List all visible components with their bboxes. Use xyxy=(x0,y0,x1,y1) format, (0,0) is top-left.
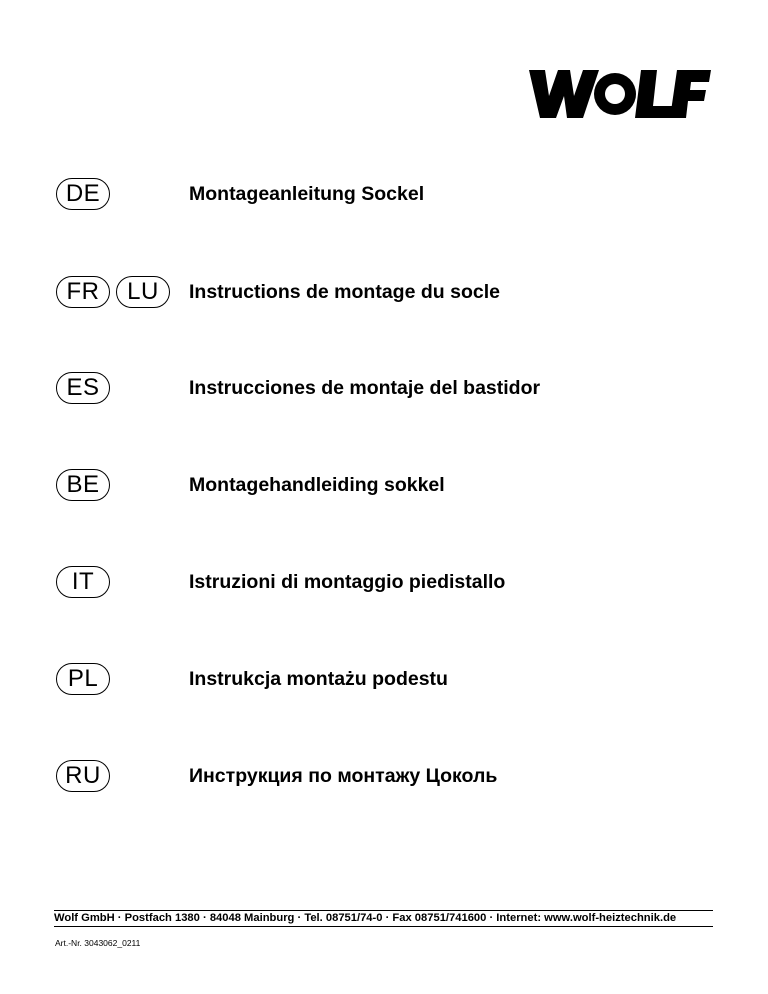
language-title-be: Montagehandleiding sokkel xyxy=(189,474,445,496)
language-row-de xyxy=(0,178,768,218)
language-title-fr-lu: Instructions de montage du socle xyxy=(189,281,500,303)
footer-address: Wolf GmbH · Postfach 1380 · 84048 Mainburg · Tel. 08751/74-0 · Fax 08751/741600 · Internet: www.wolf-heiztechnik.de xyxy=(54,912,677,924)
language-badge-de: DE xyxy=(56,178,110,210)
language-badge-lu: LU xyxy=(116,276,170,308)
language-row-pl xyxy=(0,663,768,703)
article-number: Art.-Nr. 3043062_0211 xyxy=(55,938,141,948)
wolf-logo xyxy=(527,66,712,122)
language-title-de: Montageanleitung Sockel xyxy=(189,183,425,205)
language-title-es: Instrucciones de montaje del bastidor xyxy=(189,377,541,399)
language-badge-ru: RU xyxy=(56,760,110,792)
logo-letter-w xyxy=(529,70,599,118)
language-title-pl: Instrukcja montażu podestu xyxy=(189,668,448,690)
language-title-ru: Инструкция по монтажу Цоколь xyxy=(189,765,498,787)
language-row-ru xyxy=(0,760,768,800)
language-badge-pl: PL xyxy=(56,663,110,695)
language-badge-be: BE xyxy=(56,469,110,501)
logo-letter-f xyxy=(670,70,711,118)
logo-letter-l xyxy=(635,70,673,118)
footer-divider-bottom xyxy=(54,926,713,927)
language-badge-es: ES xyxy=(56,372,110,404)
language-row-it xyxy=(0,566,768,606)
language-row-be xyxy=(0,469,768,509)
language-title-it: Istruzioni di montaggio piedistallo xyxy=(189,571,506,593)
language-row-fr-lu xyxy=(0,276,768,316)
language-badge-fr: FR xyxy=(56,276,110,308)
language-badge-it: IT xyxy=(56,566,110,598)
language-row-es xyxy=(0,372,768,412)
